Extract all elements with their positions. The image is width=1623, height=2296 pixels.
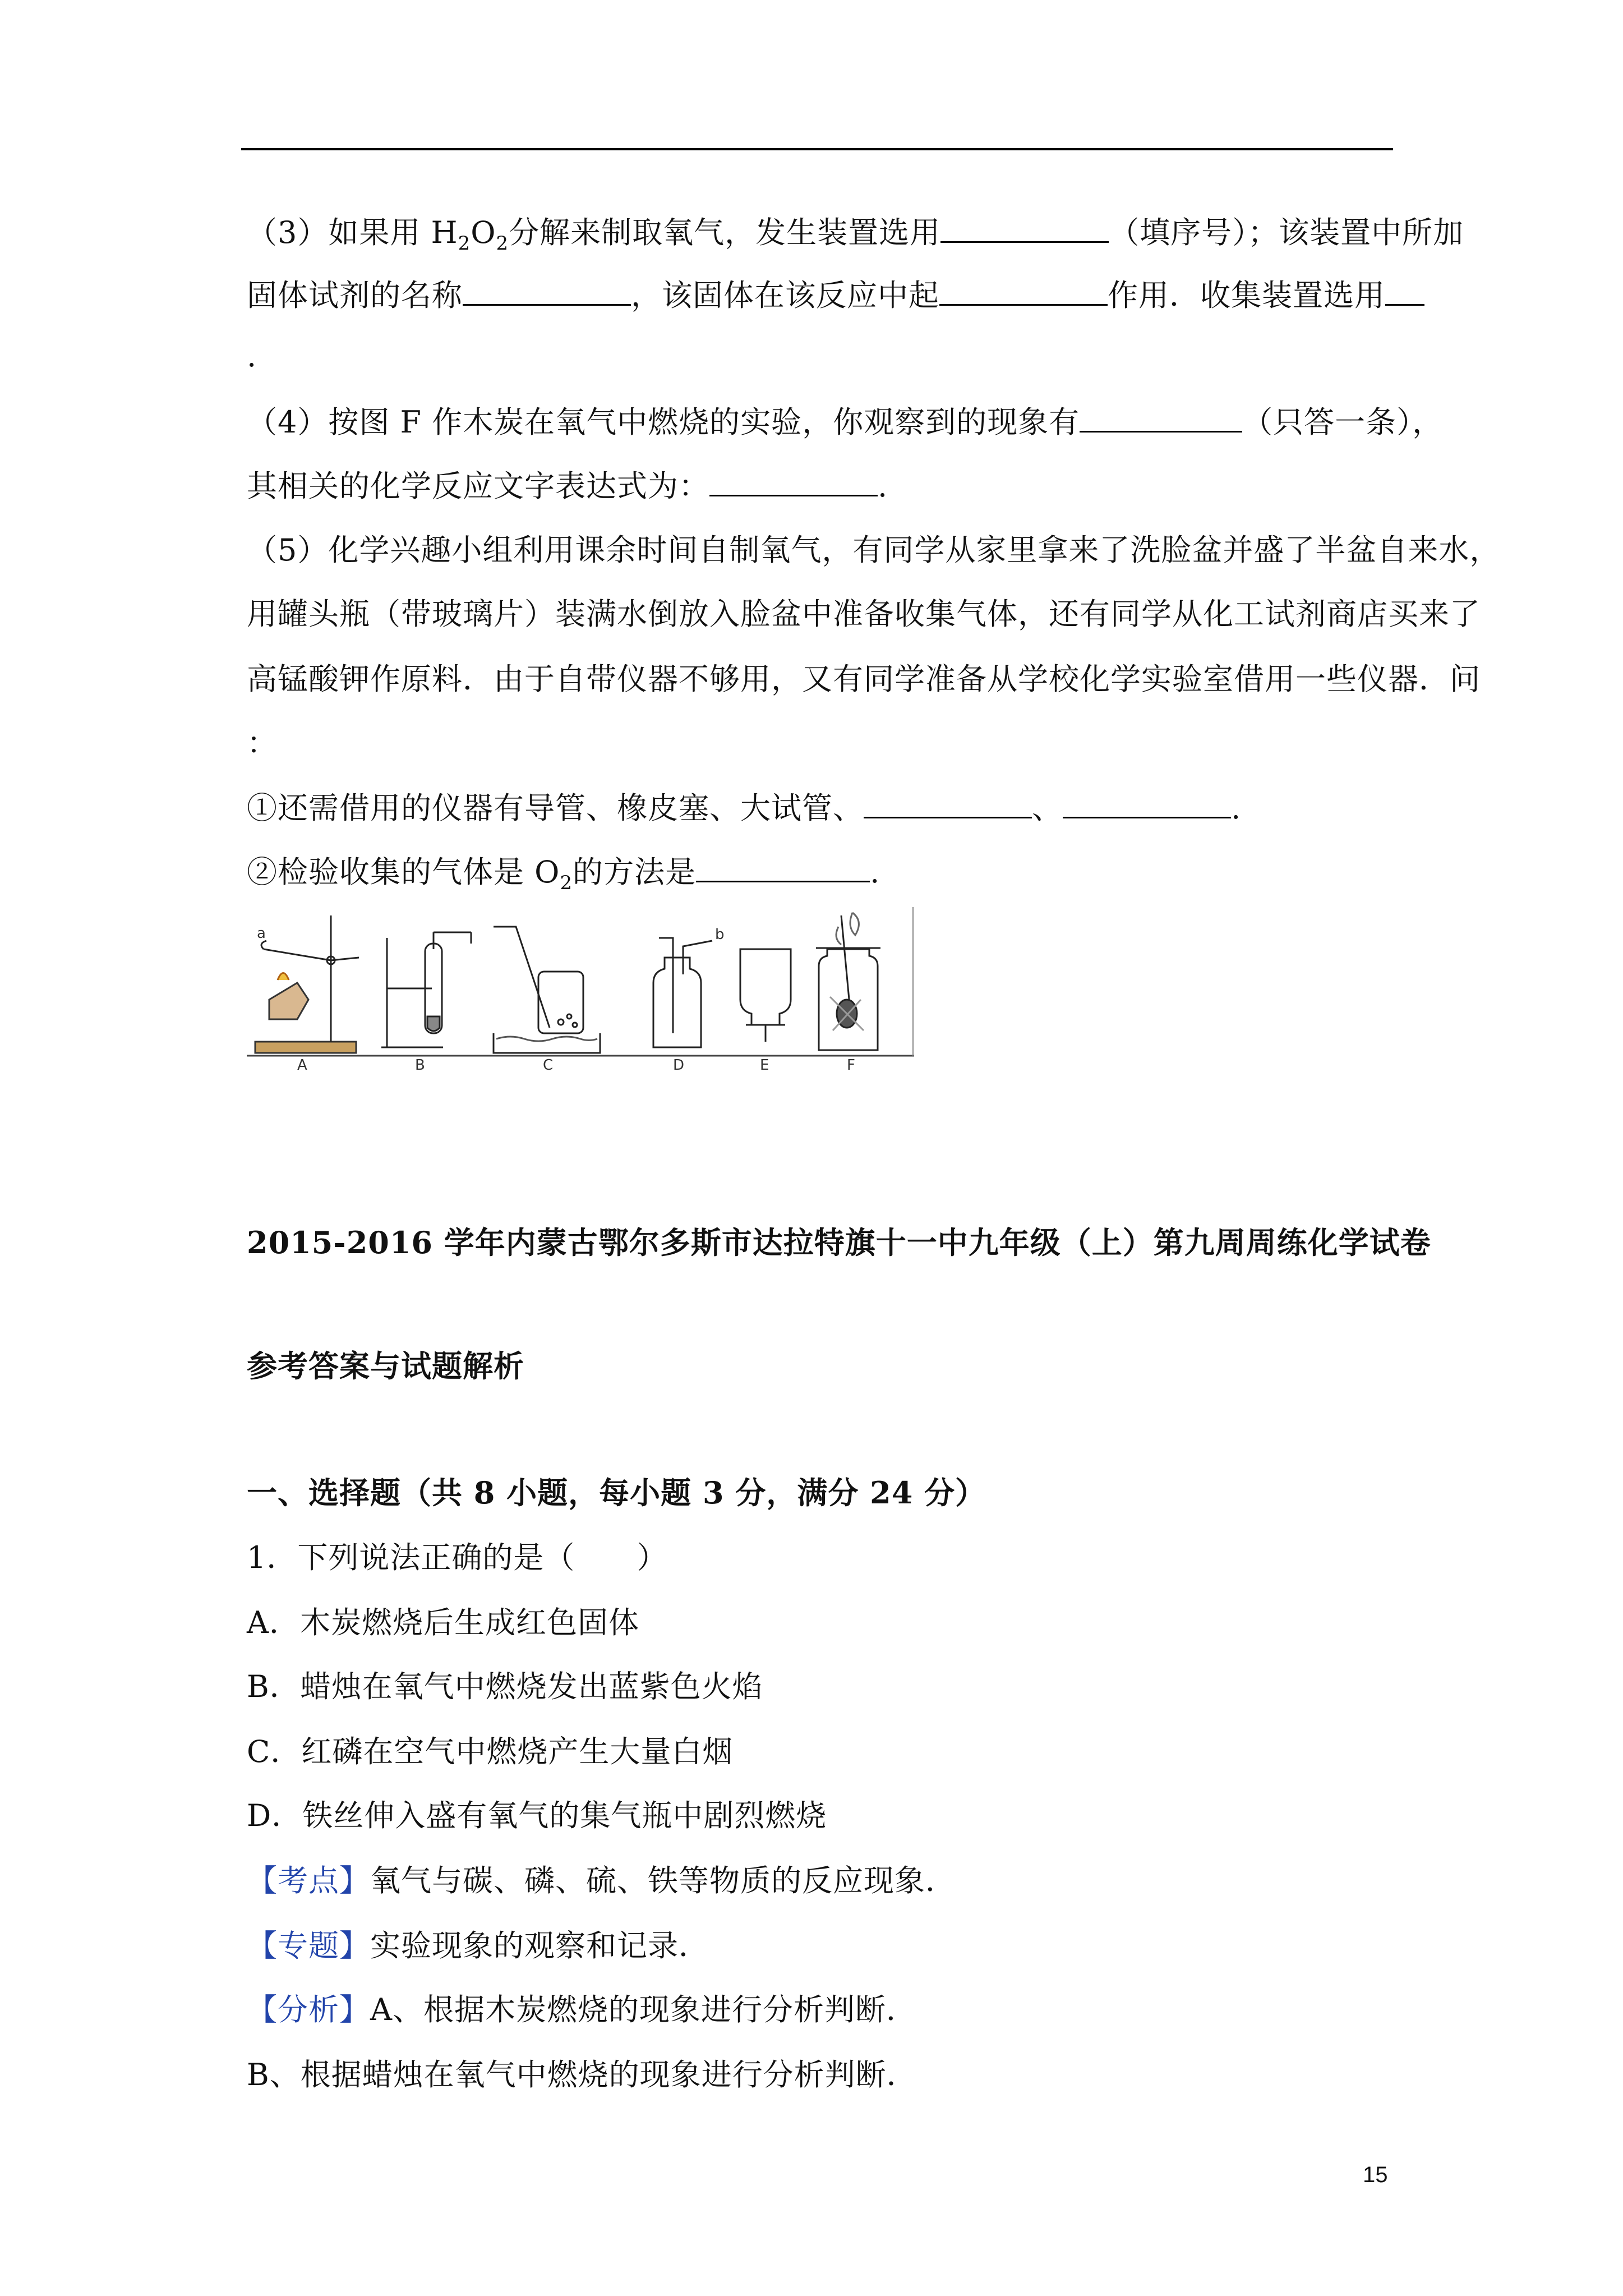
zhuanti-line: 【专题】实验现象的观察和记录．: [247, 1928, 709, 1963]
answer-blank[interactable]: [1385, 275, 1424, 306]
answer-blank[interactable]: [696, 852, 870, 882]
q4-line-2: 其相关的化学反应文字表达式为： .: [247, 466, 888, 506]
q3-line-1: （3）如果用 $H_2O_2$分解来制取氧气，发生装置选用 （填序号）；该装置中所加: [247, 212, 1464, 263]
answer-blank[interactable]: [1080, 402, 1242, 432]
q5-sub-2: ②检验收集的气体是 $O_2$的方法是 .: [247, 852, 880, 903]
q5-line-2: 用罐头瓶（带玻璃片）装满水倒放入脸盆中准备收集气体，还有同学从化工试剂商店买来了: [247, 596, 1481, 632]
apparatus-figure: [247, 904, 914, 1075]
q4-line-1: （4）按图 F 作木炭在氧气中燃烧的实验，你观察到的现象有 （只答一条），: [247, 402, 1443, 442]
fig-label-e: E: [760, 1057, 769, 1074]
page-number: 15: [1363, 2162, 1388, 2187]
fig-label-b: B: [415, 1057, 425, 1074]
answer-blank[interactable]: [1063, 788, 1231, 818]
answer-blank[interactable]: [463, 275, 631, 306]
answers-subtitle: 参考答案与试题解析: [247, 1348, 524, 1384]
apparatus-d-gas-bottle: [653, 938, 712, 1047]
fig-label-a: A: [297, 1057, 307, 1074]
question-1-option-d: D．铁丝伸入盛有氧气的集气瓶中剧烈燃烧: [247, 1798, 827, 1833]
apparatus-f-gas-jar: [816, 913, 880, 1050]
apparatus-e-inverted-bottle: [740, 949, 791, 1042]
fig-label-f: F: [847, 1057, 855, 1074]
fig-label-d: D: [673, 1057, 685, 1074]
zhuanti-tag: 【专题】: [247, 1928, 370, 1963]
fenxi-line-b: B、根据蜡烛在氧气中燃烧的现象进行分析判断．: [247, 2057, 917, 2092]
answer-blank[interactable]: [940, 212, 1109, 243]
question-1-option-c: C．红磷在空气中燃烧产生大量白烟: [247, 1734, 734, 1769]
question-1-stem: 1．下列说法正确的是（ ）: [247, 1540, 668, 1575]
apparatus-c-water-trough: [494, 927, 600, 1053]
fig-small-a: a: [257, 925, 266, 942]
q5-line-3: 高锰酸钾作原料．由于自带仪器不够用，又有同学准备从学校化学实验室借用一些仪器．问: [247, 661, 1481, 697]
q5-line-1: （5）化学兴趣小组利用课余时间自制氧气，有同学从家里拿来了洗脸盆并盛了半盆自来水，: [247, 532, 1501, 568]
q5-sub-1: ①还需借用的仪器有导管、橡皮塞、大试管、 、 .: [247, 788, 1241, 828]
fig-small-b: b: [715, 926, 725, 943]
question-1-option-a: A．木炭燃烧后生成红色固体: [247, 1605, 639, 1640]
apparatus-a-heating: [255, 915, 359, 1053]
answer-blank[interactable]: [864, 788, 1032, 818]
q5-line-4: ：: [247, 725, 278, 761]
kaodian-line: 【考点】氧气与碳、磷、硫、铁等物质的反应现象．: [247, 1863, 956, 1898]
q3-line-2: 固体试剂的名称 ，该固体在该反应中起 作用．收集装置选用: [247, 275, 1424, 315]
answer-blank[interactable]: [709, 466, 878, 496]
fig-label-c: C: [543, 1057, 554, 1074]
q3-line-3: .: [247, 338, 257, 374]
fenxi-line: 【分析】A、根据木炭燃烧的现象进行分析判断．: [247, 1992, 917, 2027]
apparatus-b-tube: [381, 932, 471, 1047]
question-1-option-b: B．蜡烛在氧气中燃烧发出蓝紫色火焰: [247, 1669, 763, 1704]
section-heading: 一、选择题（共 8 小题，每小题 3 分，满分 24 分）: [247, 1475, 986, 1511]
paper-title: 2015-2016 学年内蒙古鄂尔多斯市达拉特旗十一中九年级（上）第九周周练化学试卷: [247, 1225, 1431, 1260]
header-rule: [241, 148, 1393, 150]
kaodian-tag: 【考点】: [247, 1863, 370, 1898]
fenxi-tag: 【分析】: [247, 1992, 370, 2027]
answer-blank[interactable]: [939, 275, 1108, 306]
